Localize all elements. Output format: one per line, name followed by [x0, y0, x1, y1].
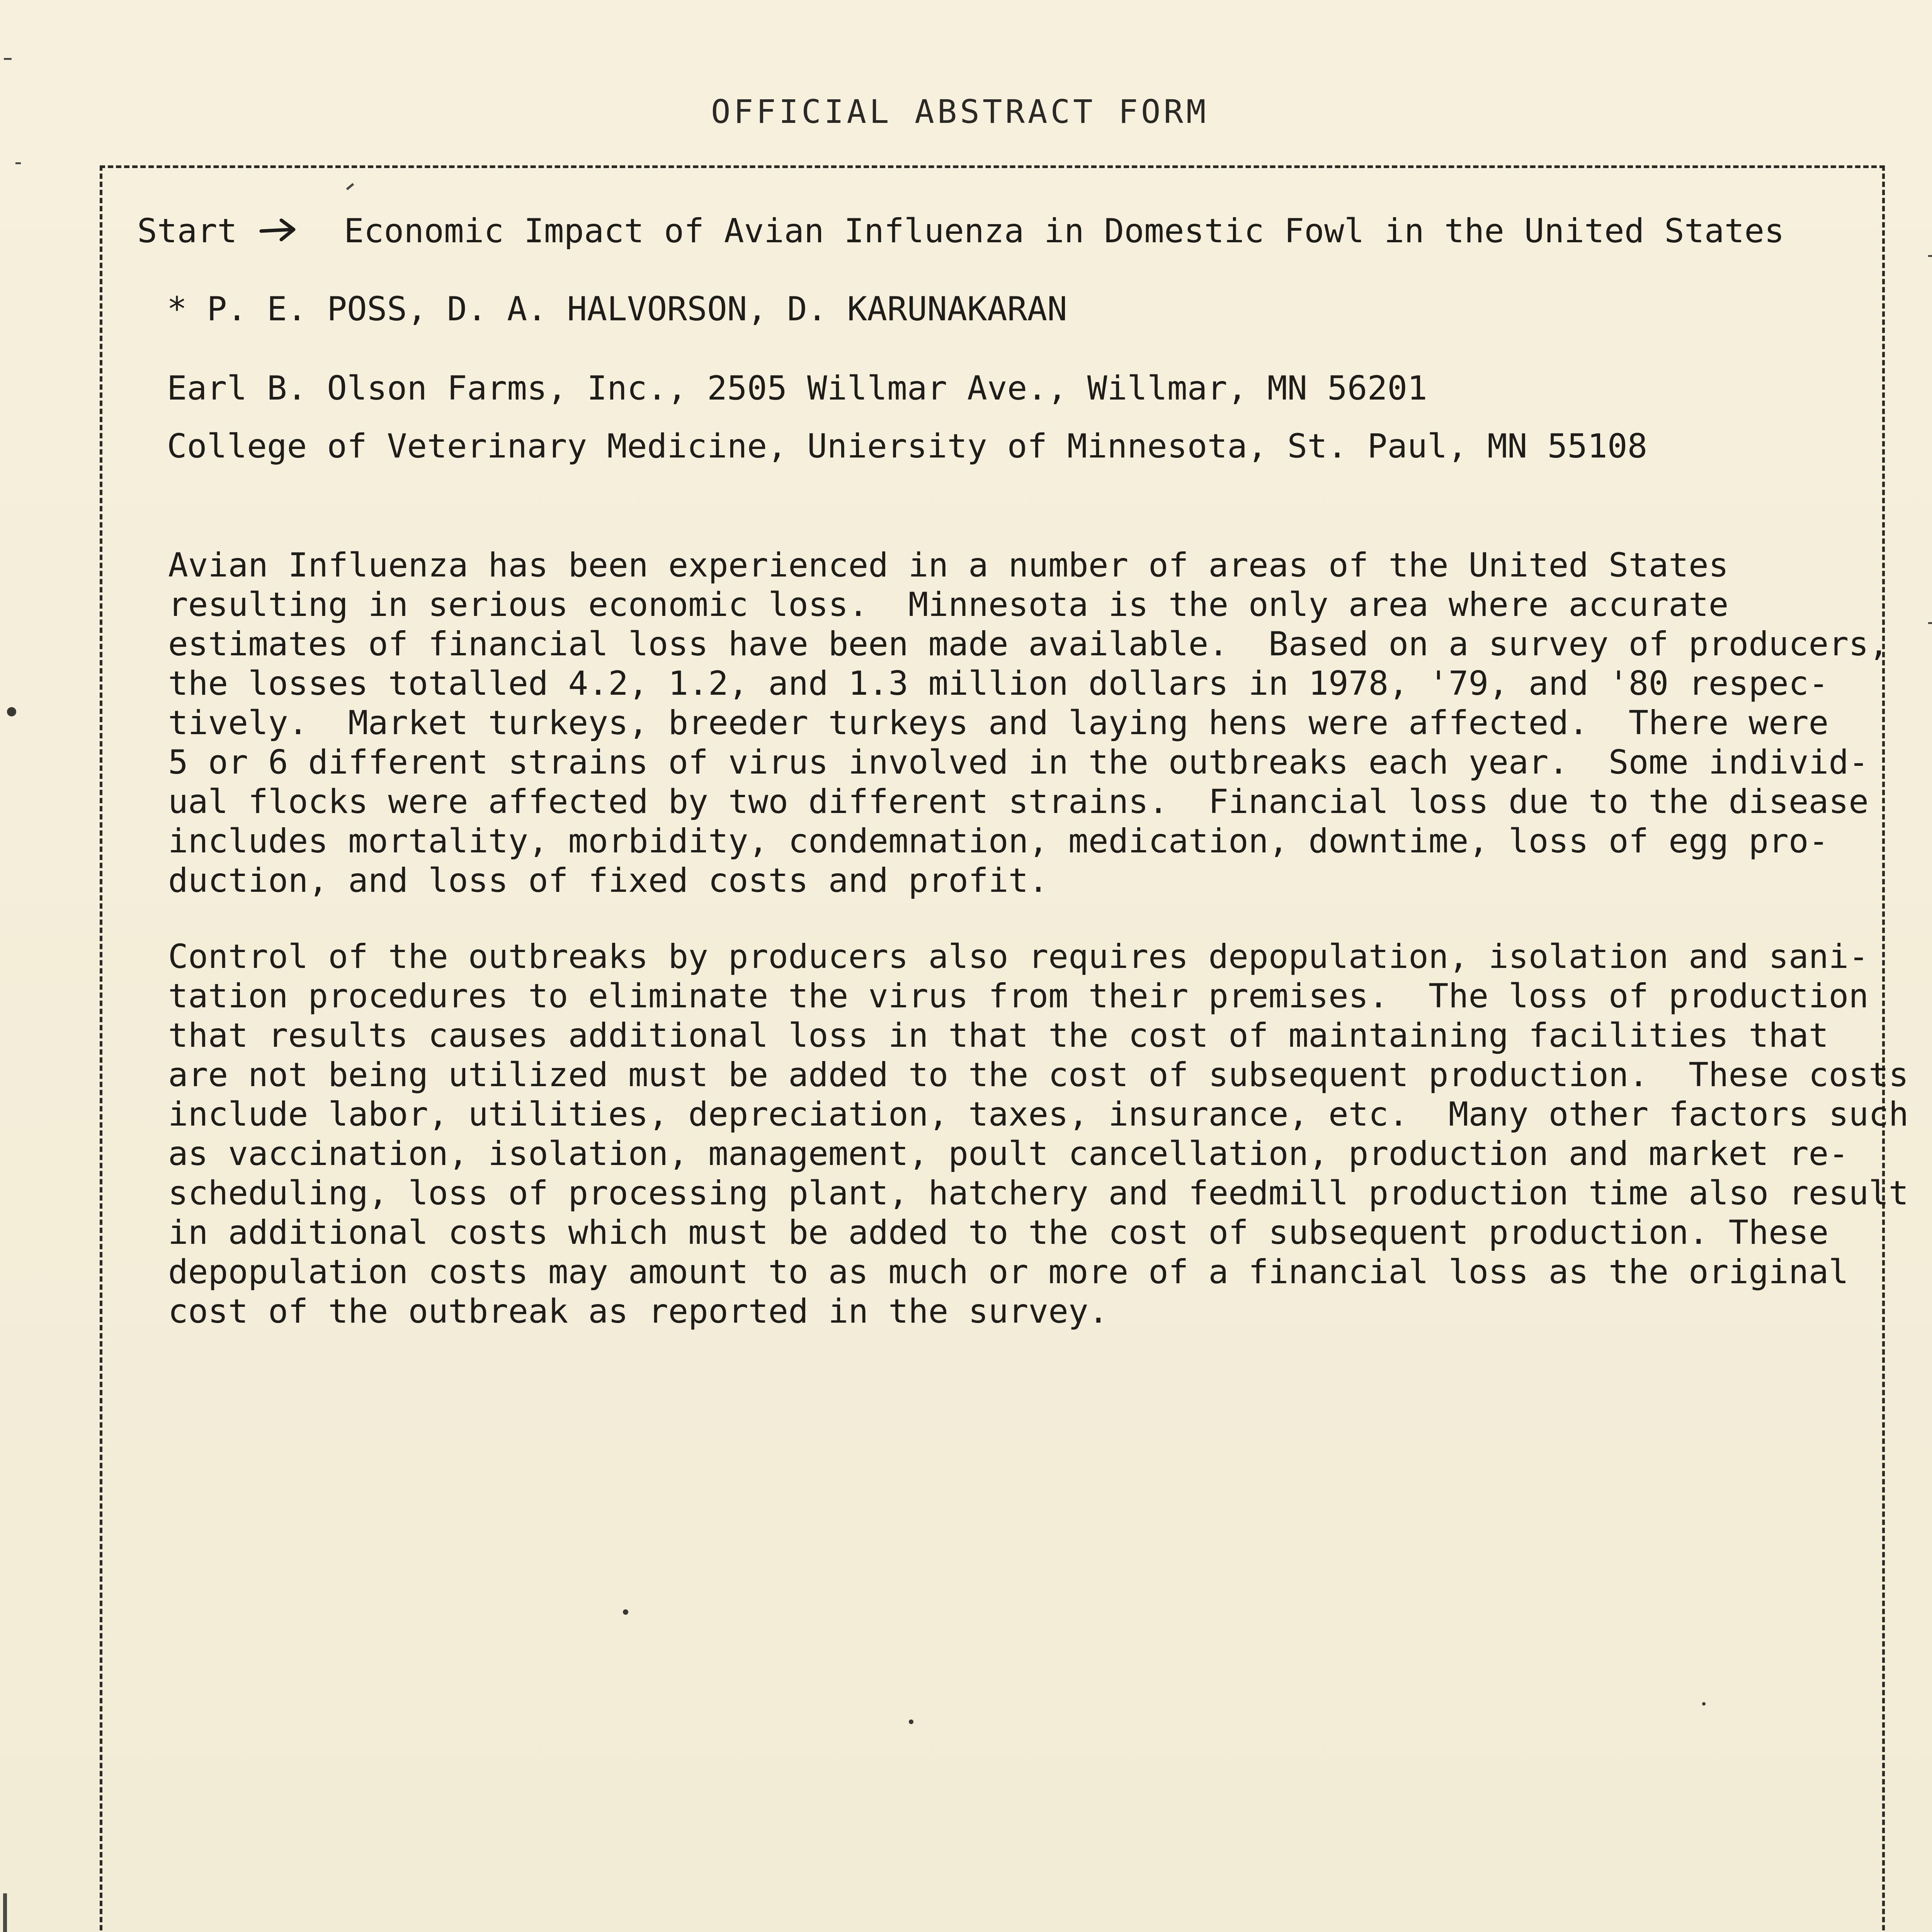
abstract-paragraph: Control of the outbreaks by producers also requires depopulation, isolation and sani- tation procedures to eliminate the virus from their premises. The loss of production that results causes additional loss in that the cost of maintaining facilities that are not being utilized must be added to the cost of subsequent production. These costs include labor, utilities, depreciation, taxes, insurance, etc. Many other factors such as vaccination, isolation, management, poult cancellation, production and market re- scheduling, loss of processing plant, hatchery and feedmill production time also result in additional costs which must be added to the cost of subsequent production. These depopulation costs may amount to as much or more of a financial loss as the original cost of the outbreak as reported in the survey.	[168, 937, 1909, 1331]
abstract-title: Economic Impact of Avian Influenza in Domestic Fowl in the United States	[344, 212, 1784, 250]
start-label: Start	[137, 212, 237, 250]
margin-mark	[1928, 622, 1932, 624]
affiliation-line: College of Veterinary Medicine, Uniersity of Minnesota, St. Paul, MN 55108	[167, 427, 1648, 466]
margin-mark	[1928, 255, 1932, 257]
scan-speck	[1702, 1702, 1706, 1706]
affiliation-line: Earl B. Olson Farms, Inc., 2505 Willmar Ave., Willmar, MN 56201	[167, 369, 1427, 408]
form-heading: OFFICIAL ABSTRACT FORM	[711, 93, 1209, 131]
margin-mark	[4, 58, 12, 60]
margin-mark	[3, 1893, 7, 1932]
authors-line: * P. E. POSS, D. A. HALVORSON, D. KARUNAKARAN	[167, 290, 1067, 328]
scan-speck	[7, 707, 16, 716]
margin-mark	[15, 162, 21, 164]
scan-speck	[623, 1609, 628, 1615]
abstract-paragraph: Avian Influenza has been experienced in a number of areas of the United States resulting in serious economic loss. Minnesota is the only area where accurate estimates of financial loss have been made available. Based on a survey of producers, the losses totalled 4.2, 1.2, and 1.3 million dollars in 1978, '79, and '80 respec- tively. Market turkeys, breeder turkeys and laying hens were affected. There were 5 or 6 different strains of virus involved in the outbreaks each year. Some individ- ual flocks were affected by two different strains. Financial loss due to the disease includes mortality, morbidity, condemnation, medication, downtime, loss of egg pro- duction, and loss of fixed costs and profit.	[168, 546, 1889, 900]
right-arrow-icon	[259, 216, 298, 243]
scan-speck	[909, 1719, 913, 1724]
